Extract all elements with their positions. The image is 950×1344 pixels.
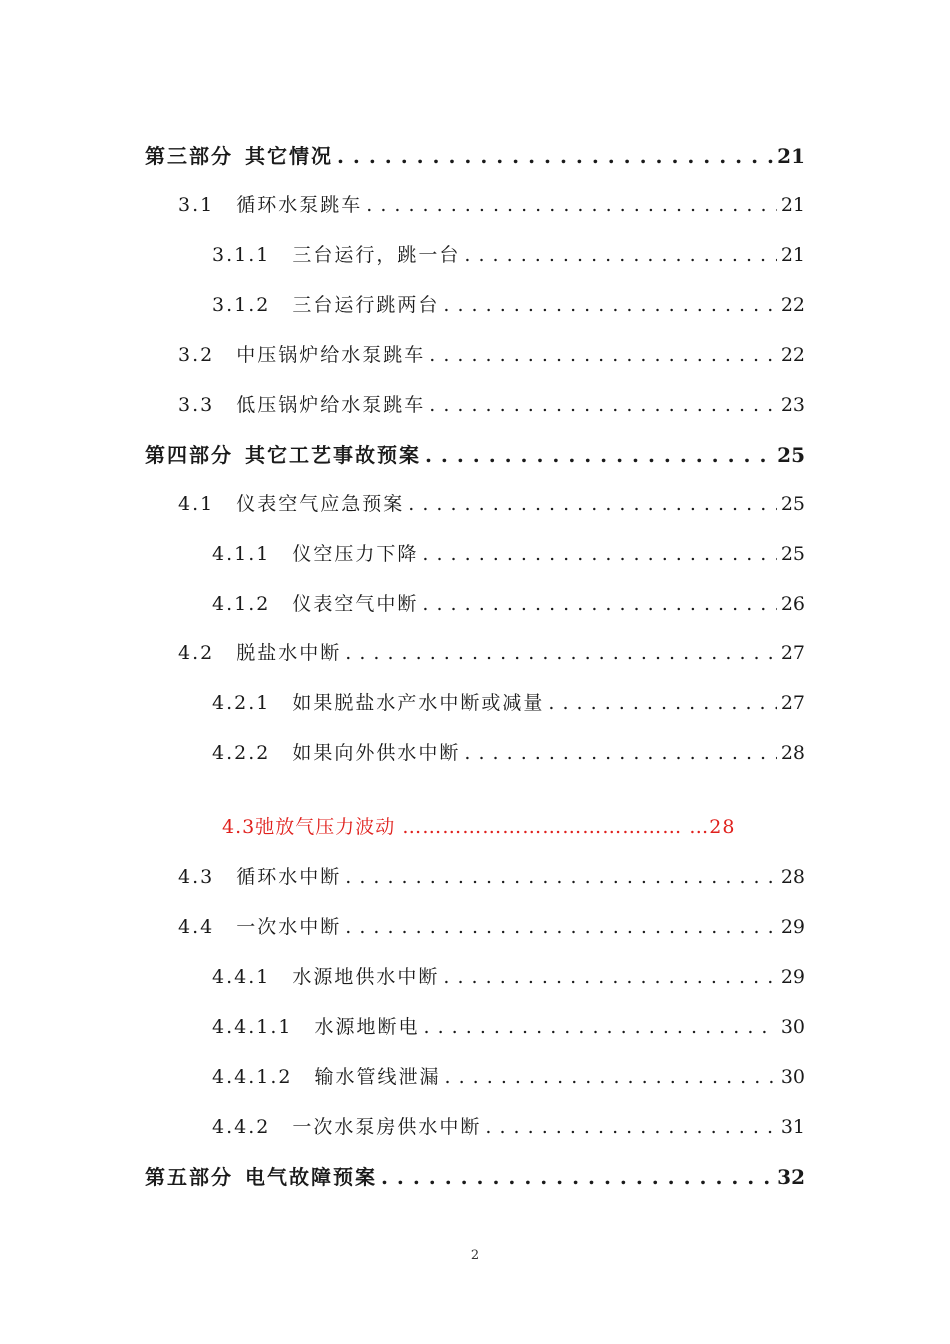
- toc-leader-dots: [422, 543, 776, 565]
- toc-leader-dots: [429, 394, 777, 416]
- toc-entry-title: 如果向外供水中断: [292, 742, 461, 764]
- toc-entry[interactable]: [212, 589, 805, 616]
- toc-leader-dots: [345, 916, 777, 938]
- toc-entry-page: 31: [780, 1116, 805, 1138]
- toc-entry-title: 如果脱盐水产水中断或减量: [292, 692, 545, 714]
- toc-entry-page: 22: [780, 344, 805, 366]
- toc-entry-page: 25: [780, 543, 805, 565]
- toc-entry-title: 脱盐水中断: [236, 642, 342, 664]
- toc-entry-title: 循环水泵跳车: [236, 194, 363, 216]
- toc-entry[interactable]: [178, 489, 805, 516]
- toc-entry-title: 三台运行，跳一台: [292, 244, 461, 266]
- toc-entry-title: 一次水中断: [236, 916, 342, 938]
- highlighted-toc-entry[interactable]: 4.3弛放气压力波动 …………………………………… …28: [222, 816, 736, 838]
- toc-entry-title: 输水管线泄漏: [314, 1066, 441, 1088]
- toc-entry-number: 3.3: [178, 394, 215, 416]
- toc-leader-dots: [366, 194, 777, 216]
- toc-entry-page: 28: [780, 866, 805, 888]
- toc-leader-dots: [337, 144, 773, 168]
- toc-entry-page: 28: [780, 742, 805, 764]
- toc-entry[interactable]: [212, 1112, 805, 1139]
- toc-entry[interactable]: [145, 439, 805, 468]
- toc-entry-number: 4.2.2: [212, 742, 271, 764]
- toc-entry-title: 一次水泵房供水中断: [292, 1116, 482, 1138]
- toc-entry[interactable]: [212, 539, 805, 566]
- toc-leader-dots: [445, 1066, 777, 1088]
- toc-leader-dots: [548, 692, 776, 714]
- toc-entry-page: 30: [780, 1016, 805, 1038]
- toc-entry-title: 三台运行跳两台: [292, 294, 440, 316]
- toc-entry[interactable]: [212, 1062, 805, 1089]
- toc-entry-page: 21: [780, 244, 805, 266]
- toc-entry-number: 4.1: [178, 493, 215, 515]
- toc-entry[interactable]: [145, 140, 805, 169]
- toc-entry-title: 其它工艺事故预案: [245, 443, 421, 467]
- toc-entry-page: 30: [780, 1066, 805, 1088]
- toc-leader-dots: [443, 294, 776, 316]
- toc-entry[interactable]: [212, 1012, 805, 1039]
- toc-entry-title: 其它情况: [245, 144, 333, 168]
- toc-entry-title: 循环水中断: [236, 866, 342, 888]
- toc-leader-dots: [345, 642, 777, 664]
- toc-entry-number: 4.4: [178, 916, 215, 938]
- toc-entry-number: 4.2: [178, 642, 215, 664]
- toc-entry-number: 第五部分: [145, 1165, 233, 1189]
- toc-entry-page: 32: [777, 1165, 805, 1189]
- toc-entry-page: 21: [780, 194, 805, 216]
- toc-entry-title: 水源地供水中断: [292, 966, 440, 988]
- toc-entry-page: 27: [780, 692, 805, 714]
- toc-entry-title: 仪表空气应急预案: [236, 493, 405, 515]
- toc-entry-number: 4.4.1.1: [212, 1016, 293, 1038]
- toc-entry[interactable]: [212, 290, 805, 317]
- toc-entry-page: 29: [780, 916, 805, 938]
- toc-entry-page: 22: [780, 294, 805, 316]
- toc-leader-dots: [381, 1165, 773, 1189]
- toc-leader-dots: [408, 493, 777, 515]
- toc-entry-number: 4.1.1: [212, 543, 271, 565]
- toc-entry-page: 27: [780, 642, 805, 664]
- toc-entry-title: 电气故障预案: [245, 1165, 377, 1189]
- toc-entry[interactable]: [212, 738, 805, 765]
- toc-entry-title: 仪表空气中断: [292, 593, 419, 615]
- toc-leader-dots: [464, 244, 776, 266]
- toc-leader-dots: [422, 593, 776, 615]
- toc-leader-dots: [485, 1116, 776, 1138]
- toc-entry-page: 23: [780, 394, 805, 416]
- toc-entry-number: 4.4.2: [212, 1116, 271, 1138]
- toc-leader-dots: [424, 1016, 777, 1038]
- toc-entry-number: 4.4.1: [212, 966, 271, 988]
- toc-entry[interactable]: [178, 912, 805, 939]
- toc-leader-dots: [429, 344, 777, 366]
- toc-entry[interactable]: [178, 190, 805, 217]
- toc-entry-number: 3.1.1: [212, 244, 271, 266]
- toc-entry-number: 4.4.1.2: [212, 1066, 293, 1088]
- toc-entry-title: 中压锅炉给水泵跳车: [236, 344, 426, 366]
- toc-entry-title: 仪空压力下降: [292, 543, 419, 565]
- toc-entry-page: 25: [777, 443, 805, 467]
- toc-leader-dots: [425, 443, 773, 467]
- toc-entry[interactable]: [212, 962, 805, 989]
- toc-leader-dots: [345, 866, 777, 888]
- toc-leader-dots: [443, 966, 776, 988]
- toc-entry-number: 3.1: [178, 194, 215, 216]
- toc-entry[interactable]: [178, 862, 805, 889]
- toc-entry[interactable]: [178, 638, 805, 665]
- toc-entry-number: 4.3: [178, 866, 215, 888]
- toc-entry[interactable]: [178, 340, 805, 367]
- toc-entry[interactable]: [212, 688, 805, 715]
- toc-entry-title: 水源地断电: [314, 1016, 420, 1038]
- toc-entry-number: 3.1.2: [212, 294, 271, 316]
- toc-entry[interactable]: [178, 390, 805, 417]
- toc-entry-number: 4.1.2: [212, 593, 271, 615]
- toc-leader-dots: [464, 742, 776, 764]
- toc-entry-page: 29: [780, 966, 805, 988]
- toc-entry-number: 第三部分: [145, 144, 233, 168]
- toc-entry-number: 第四部分: [145, 443, 233, 467]
- toc-entry-title: 低压锅炉给水泵跳车: [236, 394, 426, 416]
- toc-entry-page: 21: [777, 144, 805, 168]
- toc-entry-page: 25: [780, 493, 805, 515]
- toc-entry[interactable]: [212, 240, 805, 267]
- toc-entry-number: 3.2: [178, 344, 215, 366]
- page-number: 2: [470, 1248, 480, 1263]
- toc-entry-number: 4.2.1: [212, 692, 271, 714]
- toc-entry-page: 26: [780, 593, 805, 615]
- toc-entry[interactable]: [145, 1161, 805, 1190]
